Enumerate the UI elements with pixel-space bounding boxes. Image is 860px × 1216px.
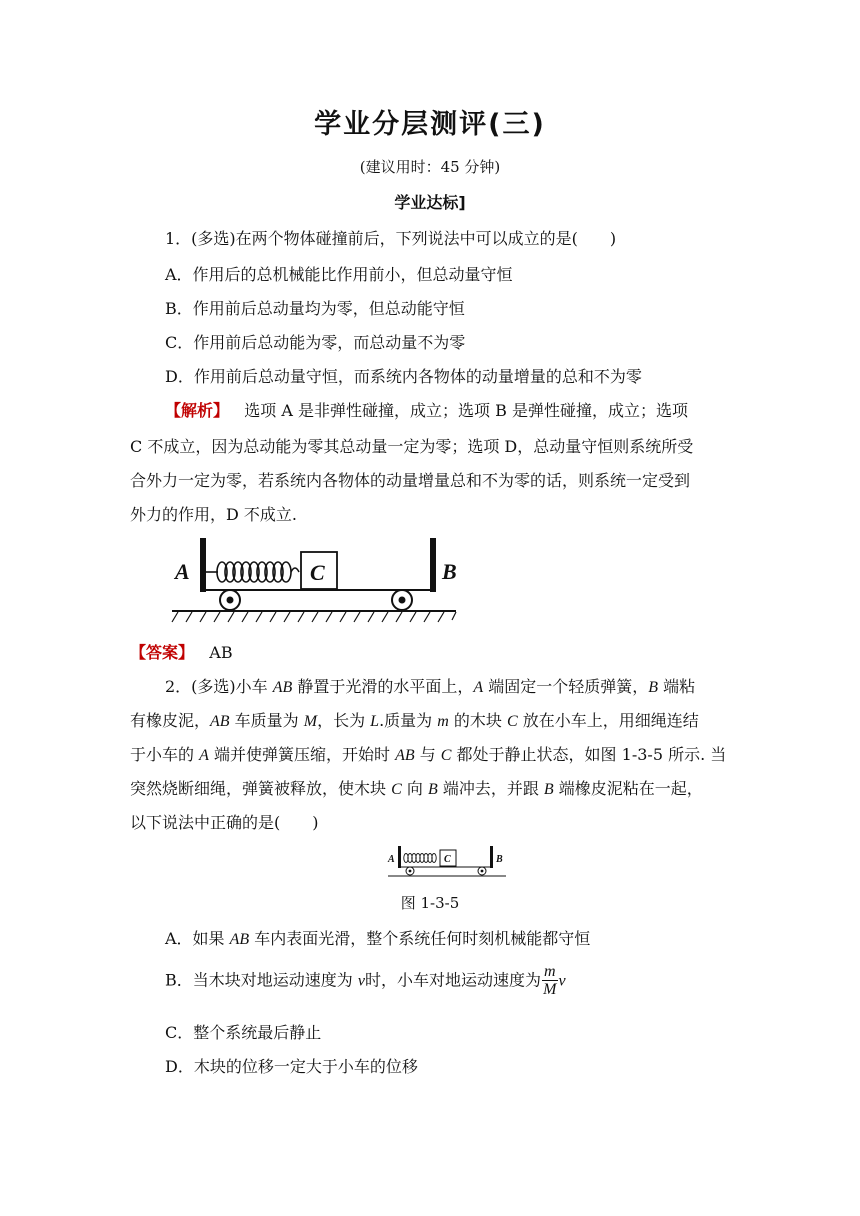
q2-stem-line-2: 有橡皮泥，AB 车质量为 M，长为 L.质量为 m 的木块 C 放在小车上，用细绳连结 bbox=[130, 711, 699, 730]
small-label-b: B bbox=[496, 854, 503, 865]
cart-spring-figure-large bbox=[170, 534, 480, 630]
label-c: C bbox=[310, 560, 325, 585]
q2-option-d: D．木块的位移一定大于小车的位移 bbox=[165, 1057, 418, 1076]
q2-option-b: B．当木块对地运动速度为 v时，小车对地运动速度为 $\frac{m}{M}$ v bbox=[165, 963, 566, 998]
q1-option-d: D．作用前后总动量守恒，而系统内各物体的动量增量的总和不为零 bbox=[165, 367, 642, 386]
q2-option-a: A．如果 AB 车内表面光滑，整个系统任何时刻机械能都守恒 bbox=[165, 929, 591, 948]
time-hint: (建议用时：45 分钟) bbox=[359, 158, 501, 176]
small-label-a: A bbox=[388, 854, 395, 865]
q2-stem-line-3: 于小车的 A 端并使弹簧压缩，开始时 AB 与 C 都处于静止状态，如图 1-3-5 所示. 当 bbox=[130, 745, 727, 764]
q1-answer bbox=[130, 640, 233, 663]
label-b: B bbox=[442, 559, 457, 584]
answer-tag: 【答案】 bbox=[130, 643, 195, 662]
analysis-tag: 【解析】 bbox=[165, 401, 230, 420]
q2-stem-line-4: 突然烧断细绳，弹簧被释放，使木块 C 向 B 端冲去，并跟 B 端橡皮泥粘在一起， bbox=[130, 779, 703, 798]
q1-option-b: B．作用前后总动量均为零，但总动能守恒 bbox=[165, 299, 465, 318]
q1-analysis-line-4: 外力的作用，D 不成立. bbox=[130, 505, 298, 524]
q1-option-c: C．作用前后总动能为零，而总动量不为零 bbox=[165, 333, 466, 352]
q2-stem-line-5: 以下说法中正确的是( ) bbox=[130, 813, 319, 832]
section-heading: 学业达标] bbox=[394, 193, 466, 212]
small-label-c: C bbox=[444, 854, 451, 865]
fraction-m-over-m: $\frac{m}{M}$ bbox=[543, 963, 557, 998]
cart-spring-figure-small bbox=[386, 842, 510, 882]
q1-analysis-line-2: C 不成立，因为总动能为零其总动量一定为零；选项 D，总动量守恒则系统所受 bbox=[130, 437, 694, 456]
q2-option-c: C．整个系统最后静止 bbox=[165, 1023, 322, 1042]
q2-stem-line-1: 2．(多选)小车 AB 静置于光滑的水平面上，A 端固定一个轻质弹簧，B 端粘 bbox=[165, 677, 696, 696]
q1-option-a: A．作用后的总机械能比作用前小，但总动量守恒 bbox=[165, 265, 513, 284]
answer-value: AB bbox=[209, 643, 233, 662]
q1-stem: 1．(多选)在两个物体碰撞前后，下列说法中可以成立的是( ) bbox=[165, 229, 617, 248]
q1-analysis-line-3: 合外力一定为零，若系统内各物体的动量增量总和不为零的话，则系统一定受到 bbox=[130, 471, 691, 490]
figure-caption: 图 1-3-5 bbox=[400, 894, 460, 912]
q1-analysis-line-1: 【解析】 选项 A 是非弹性碰撞，成立；选项 B 是弹性碰撞，成立；选项 bbox=[165, 401, 688, 420]
label-a: A bbox=[175, 559, 190, 584]
page-title: 学业分层测评(三) bbox=[314, 109, 546, 140]
